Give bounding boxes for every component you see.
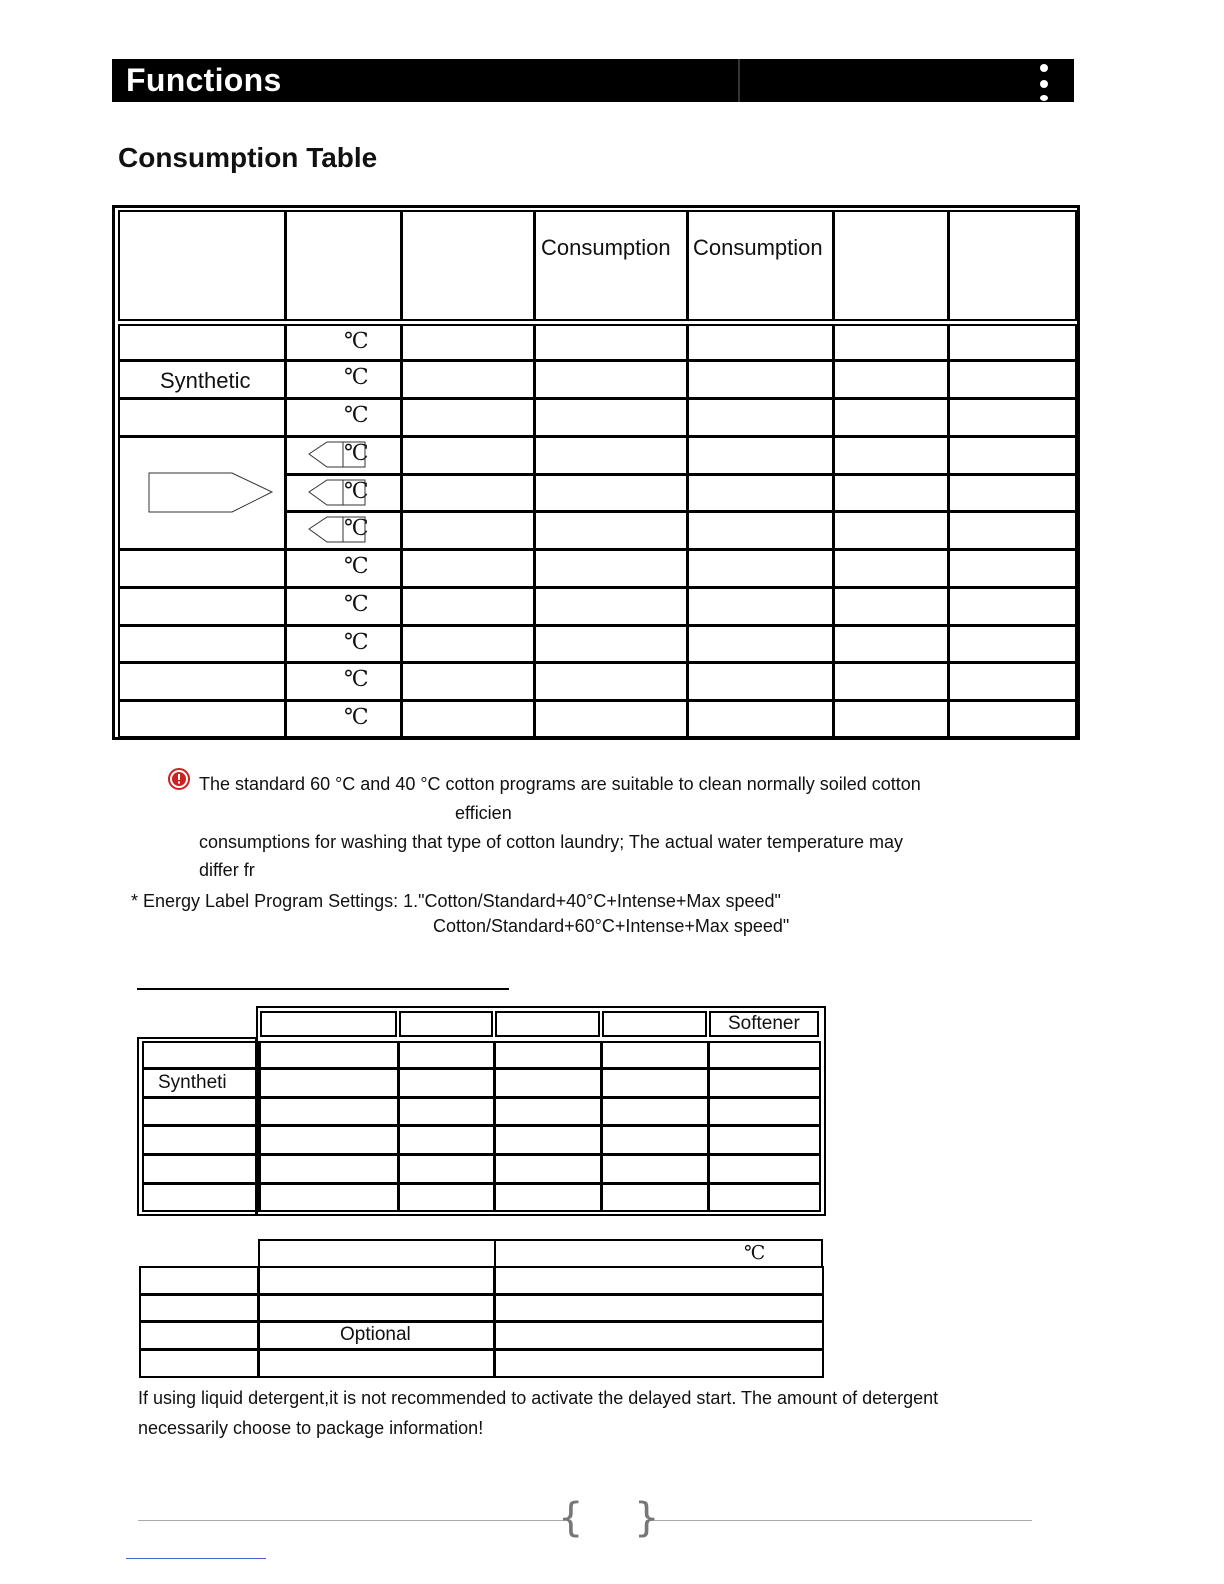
table2-header-cell [399, 1011, 493, 1037]
table-cell [118, 549, 286, 588]
table3-cell [494, 1321, 824, 1350]
table-cell [833, 511, 949, 550]
table-cell [833, 474, 949, 512]
table3-cell [258, 1349, 495, 1378]
degree-symbol: ℃ [344, 403, 369, 428]
table3-cell [258, 1266, 495, 1295]
table2-cell [708, 1068, 821, 1098]
table-cell [401, 625, 535, 663]
table-header-cell [948, 210, 1077, 321]
table-cell [687, 587, 834, 626]
table-cell [534, 587, 688, 626]
table2-cell [142, 1125, 260, 1155]
tag-shape-icon [307, 515, 367, 545]
table2-cell [142, 1041, 260, 1069]
table-cell [833, 662, 949, 701]
table2-cell [708, 1183, 821, 1212]
table-cell [948, 700, 1077, 738]
section-title: Consumption Table [118, 142, 378, 173]
page-bracket-left: { [558, 1495, 584, 1541]
menu-dot-icon [1040, 64, 1048, 72]
table-cell [833, 398, 949, 437]
table2-cell [708, 1125, 821, 1155]
table3-header-cell [258, 1239, 496, 1268]
table-cell [534, 398, 688, 437]
table-cell [401, 436, 535, 475]
degree-symbol: ℃ [344, 705, 369, 730]
table-cell [687, 662, 834, 701]
table2-cell [494, 1183, 602, 1212]
table-cell [833, 436, 949, 475]
table-header-cell [118, 210, 286, 321]
table2-cell [142, 1154, 260, 1184]
table2-header-cell [260, 1011, 397, 1037]
table2-cell [398, 1125, 495, 1155]
menu-dot-icon [1040, 95, 1048, 101]
table-cell [948, 625, 1077, 663]
table-cell [687, 360, 834, 399]
table2-cell [494, 1097, 602, 1126]
table-cell [118, 587, 286, 626]
table2-cell [601, 1041, 709, 1069]
table3-cell [494, 1294, 824, 1322]
table-cell [948, 398, 1077, 437]
note-line-2: efficien [455, 803, 512, 823]
table2-cell [259, 1183, 399, 1212]
degree-symbol: ℃ [344, 592, 369, 617]
header-consumption-2: Consumption [693, 235, 823, 260]
energy-label-line-2: Cotton/Standard+60°C+Intense+Max speed" [433, 916, 790, 936]
table3-cell [139, 1266, 259, 1295]
table-cell [687, 511, 834, 550]
footer-note-line-2: necessarily choose to package information! [138, 1418, 484, 1438]
table-cell [687, 436, 834, 475]
table2-cell [259, 1041, 399, 1069]
table-cell [948, 662, 1077, 701]
header-divider [738, 59, 740, 102]
table2-cell [601, 1183, 709, 1212]
table2-cell [142, 1097, 260, 1126]
optional-label: Optional [340, 1324, 411, 1345]
table-header-cell [285, 210, 402, 321]
footer-note-line-1: If using liquid detergent,it is not recommended to activate the delayed start. The amount of detergent [138, 1388, 939, 1408]
table2-cell [259, 1154, 399, 1184]
table2-cell [398, 1097, 495, 1126]
table2-cell [601, 1097, 709, 1126]
table2-cell [494, 1068, 602, 1098]
table-cell [833, 360, 949, 399]
table2-cell [601, 1154, 709, 1184]
table3-cell [139, 1321, 259, 1350]
table-cell [401, 662, 535, 701]
tag-shape-icon [307, 440, 367, 470]
footer-rule-left [138, 1520, 566, 1521]
degree-symbol: ℃ [344, 479, 369, 504]
note-line-1: The standard 60 °C and 40 °C cotton programs are suitable to clean normally soiled cotton [199, 774, 921, 794]
page-bracket-right: } [634, 1495, 660, 1541]
table-cell [948, 474, 1077, 512]
warning-icon [168, 768, 190, 790]
table2-cell [708, 1041, 821, 1069]
table-cell [948, 436, 1077, 475]
table-cell [118, 625, 286, 663]
menu-dot-icon [1040, 80, 1048, 88]
table-cell [948, 511, 1077, 550]
table2-cell [259, 1097, 399, 1126]
table2-cell [708, 1154, 821, 1184]
table2-cell [494, 1125, 602, 1155]
table-cell [401, 549, 535, 588]
table-cell [534, 700, 688, 738]
table-cell [401, 700, 535, 738]
table2-cell [494, 1154, 602, 1184]
table-header-cell [401, 210, 535, 321]
table-cell [534, 436, 688, 475]
table-cell [118, 662, 286, 701]
table-cell [687, 474, 834, 512]
degree-symbol: ℃ [344, 630, 369, 655]
table-cell [534, 360, 688, 399]
table2-cell [398, 1041, 495, 1069]
table2-cell [259, 1068, 399, 1098]
table-cell [534, 662, 688, 701]
header-consumption-1: Consumption [541, 235, 671, 260]
table3-cell [139, 1349, 259, 1378]
table-cell [118, 700, 286, 738]
table3-cell [494, 1349, 824, 1378]
table-cell [948, 549, 1077, 588]
row-label-synthetic: Synthetic [160, 368, 251, 393]
table2-cell [708, 1097, 821, 1126]
table-cell [833, 700, 949, 738]
table-cell [948, 360, 1077, 399]
table3-header-cell [494, 1239, 823, 1268]
header-softener: Softener [728, 1013, 800, 1034]
table2-cell [494, 1041, 602, 1069]
table-cell [534, 324, 688, 361]
bottom-underline [126, 1558, 266, 1559]
table-cell [534, 474, 688, 512]
table-cell [401, 511, 535, 550]
degree-symbol: ℃ [344, 516, 369, 541]
table2-cell [601, 1125, 709, 1155]
table2-cell [398, 1068, 495, 1098]
arrow-label-shape [148, 472, 274, 514]
table3-cell [258, 1294, 495, 1322]
table-cell [833, 587, 949, 626]
table-cell [118, 324, 286, 361]
section-rule [137, 988, 509, 990]
table3-cell [494, 1266, 824, 1295]
table-cell [118, 398, 286, 437]
table2-cell [398, 1154, 495, 1184]
table-cell [534, 511, 688, 550]
table2-cell [398, 1183, 495, 1212]
table2-cell [259, 1125, 399, 1155]
table-cell [687, 625, 834, 663]
table2-header-cell [495, 1011, 600, 1037]
table-header-cell [833, 210, 949, 321]
table-cell [401, 360, 535, 399]
table2-header-cell [602, 1011, 707, 1037]
table2-cell [142, 1183, 260, 1212]
table-cell [534, 549, 688, 588]
table-cell [948, 587, 1077, 626]
table2-cell [601, 1068, 709, 1098]
row-label-syntheti: Syntheti [158, 1072, 227, 1093]
degree-symbol: ℃ [344, 365, 369, 390]
table-cell [401, 398, 535, 437]
note-line-4: differ fr [199, 860, 255, 880]
table-cell [687, 398, 834, 437]
tag-shape-icon [307, 478, 367, 508]
table-cell [833, 549, 949, 588]
table-header-cell [687, 210, 834, 321]
degree-header: ℃ [744, 1242, 766, 1264]
note-line-3: consumptions for washing that type of cotton laundry; The actual water temperature may [199, 832, 904, 852]
energy-label-line-1: * Energy Label Program Settings: 1."Cotton/Standard+40°C+Intense+Max speed" [131, 891, 781, 911]
table-cell [401, 324, 535, 361]
table-cell [534, 625, 688, 663]
table-cell [401, 587, 535, 626]
table-cell [948, 324, 1077, 361]
table-cell [687, 324, 834, 361]
degree-symbol: ℃ [344, 667, 369, 692]
table-cell [401, 474, 535, 512]
table-cell [687, 700, 834, 738]
degree-symbol: ℃ [344, 329, 369, 354]
table-header-cell [534, 210, 688, 321]
footer-rule-right [646, 1520, 1032, 1521]
table3-cell [139, 1294, 259, 1322]
header-title: Functions [126, 62, 282, 98]
table-cell [687, 549, 834, 588]
degree-symbol: ℃ [344, 441, 369, 466]
table-cell [833, 625, 949, 663]
degree-symbol: ℃ [344, 554, 369, 579]
table-cell [833, 324, 949, 361]
